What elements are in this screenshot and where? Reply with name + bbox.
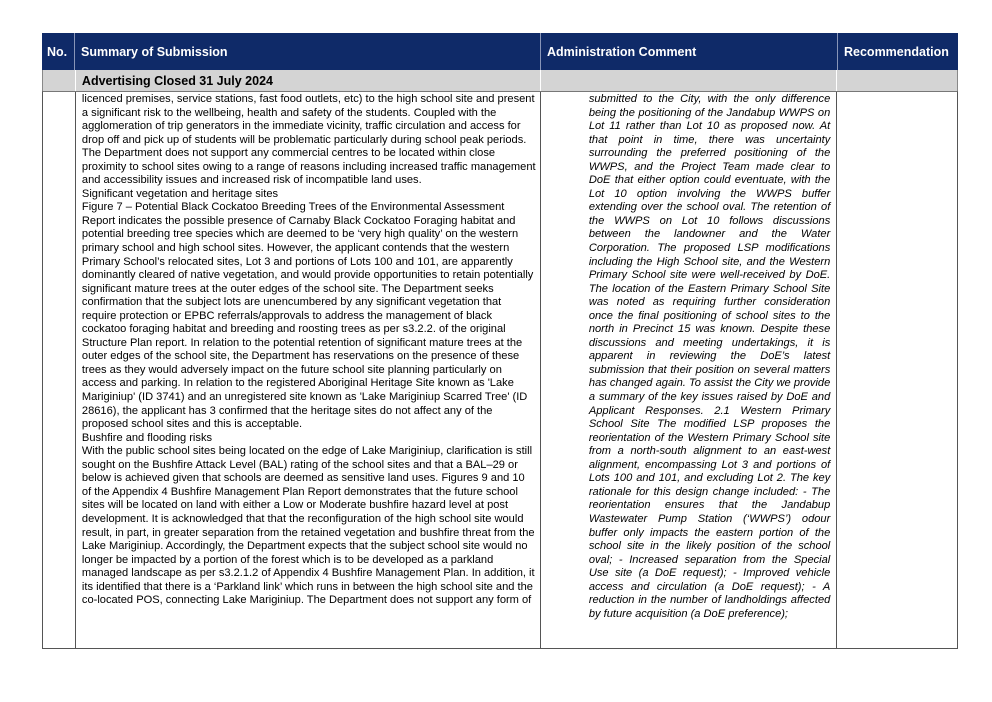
submission-number [43,92,76,648]
subheading-vegetation: Significant vegetation and heritage sites [81,187,279,200]
section-row [42,70,958,91]
section-title: Advertising Closed 31 July 2024 [76,70,541,91]
header-recommendation: Recommendation [844,44,949,59]
header-summary: Summary of Submission [75,33,541,70]
section-no-cell [43,70,76,91]
submission-paragraph: Figure 7 – Potential Black Cockatoo Breeding Trees of the Environmental Assessment Report indicates the possible presence of Carnaby Black Cockatoo Foraging habitat and potential breeding tree species which are deemed to be ‘very high quality’ on the western primary school and high school sites. However, the applicant contends that the western Primary School’s relocated sites, Lot 3 and portions of Lots 100 and 101, are apparently dominantly cleared of native vegetation, and would provide opportunities to retain potentially significant mature trees at the outer edges of the school site. The Department seeks confirmation that the subject lots are unencumbered by any significant vegetation that require protection or EPBC referrals/approvals to address the management of black cockatoo foraging habitat and breeding and roosting trees as per s3.2.2. of the original Structure Plan report. In relation to the potential retention of significant mature trees at the outer edges of the school site, the Department has reservations on the presence of these trees as they would adversely impact on the future school site planning particularly on access and parking. In relation to the registered Aboriginal Heritage Site known as 'Lake Mariginiup' (ID 3741) and an unregistered site known as 'Lake Mariginiup Scarred Tree' (ID 28616), the applicant has 3 confirmed that the heritage sites do not affect any of the proposed school sites and this is acceptable. [81,201,534,431]
subheading-bushfire: Bushfire and flooding risks [81,431,213,444]
table-header [42,33,958,70]
administration-comment [541,92,837,648]
section-comment-cell [541,70,837,91]
recommendation-cell [837,92,957,648]
submission-summary [76,92,541,648]
submissions-table [42,33,958,649]
submission-paragraph: licenced premises, service stations, fast food outlets, etc) to the high school site and present a significant risk to the wellbeing, health and safety of the students. Coupled with the agglomeration of trip generators in the immediate vicinity, traffic circulation and access for drop off and pick up of students will be problematic particularly during school peak periods. The Department does not support any commercial centres to be located within close proximity to school sites owing to a range of reasons including increased traffic management and accessibility issues and increased risk of incompatible land uses. [81,93,536,187]
section-recommendation-cell [837,70,957,91]
table-row [42,91,958,649]
comment-text: submitted to the City, with the only difference being the positioning of the Jandabup WWPS on Lot 11 rather than Lot 10 as proposed now. At that point in time, there was uncertainty surrounding the preferred positioning of the WWPS, and the Project Team made clear to DoE that either option could eventuate, with the Lot 10 option involving the WWPS buffer extending over the school oval. The retention of the WWPS on Lot 10 follows discussions between the landowner and the Water Corporation. The proposed LSP modifications including the High School site, and the Western Primary School site were well-received by DoE. The location of the Eastern Primary School Site was noted as requiring further consideration once the final positioning of school sites to the north in Precinct 15 was known. Despite these discussions and meeting undertakings, it is apparent in reviewing the DoE’s latest submission that their position on several matters has changed again. To assist the City we provide a summary of the key issues raised by DoE and Applicant Responses. 2.1 Western Primary School Site The modified LSP proposes the reorientation of the Western Primary School site from a north-south alignment to an east-west alignment, encompassing Lot 3 and portions of Lots 100 and 101, and excluding Lot 2. The key rationale for this design change included: - The reorientation ensures that the Jandabup Wastewater Pump Station (‘WWPS’) odour buffer only impacts the eastern portion of the school site in the likely position of the school oval; - Increased separation from the Special Use site (a DoE request); - Improved vehicle access and circulation (a DoE request); - A reduction in the number of landholdings affected by future acquisition (a DoE preference); [588,93,831,620]
header-no: No. [42,33,75,70]
submission-paragraph: With the public school sites being located on the edge of Lake Mariginiup, clarification is still sought on the Bushfire Attack Level (BAL) rating of the school sites and that a BAL–29 or below is achieved given that schools are deemed as sensitive land uses. Figures 9 and 10 of the Appendix 4 Bushfire Management Plan Report demonstrates that the future school sites will be located on land with either a Low or Moderate bushfire hazard level at post development. It is acknowledged that that the reconfiguration of the high school site would result, in part, in greater separation from the retained vegetation and bushfire threat from the Lake Mariginiup. Accordingly, the Department expects that the subject school site would no longer be impacted by a portion of the forest which is to be developed as a parkland managed landscape as per s3.2.1.2 of Appendix 4 Bushfire Management Plan. In addition, it its identified that there is a ‘Parkland link’ which runs in between the high school site and the co-located POS, connecting Lake Mariginiup. The Department does not support any form of [81,445,535,607]
header-comment: Administration Comment [541,33,838,70]
